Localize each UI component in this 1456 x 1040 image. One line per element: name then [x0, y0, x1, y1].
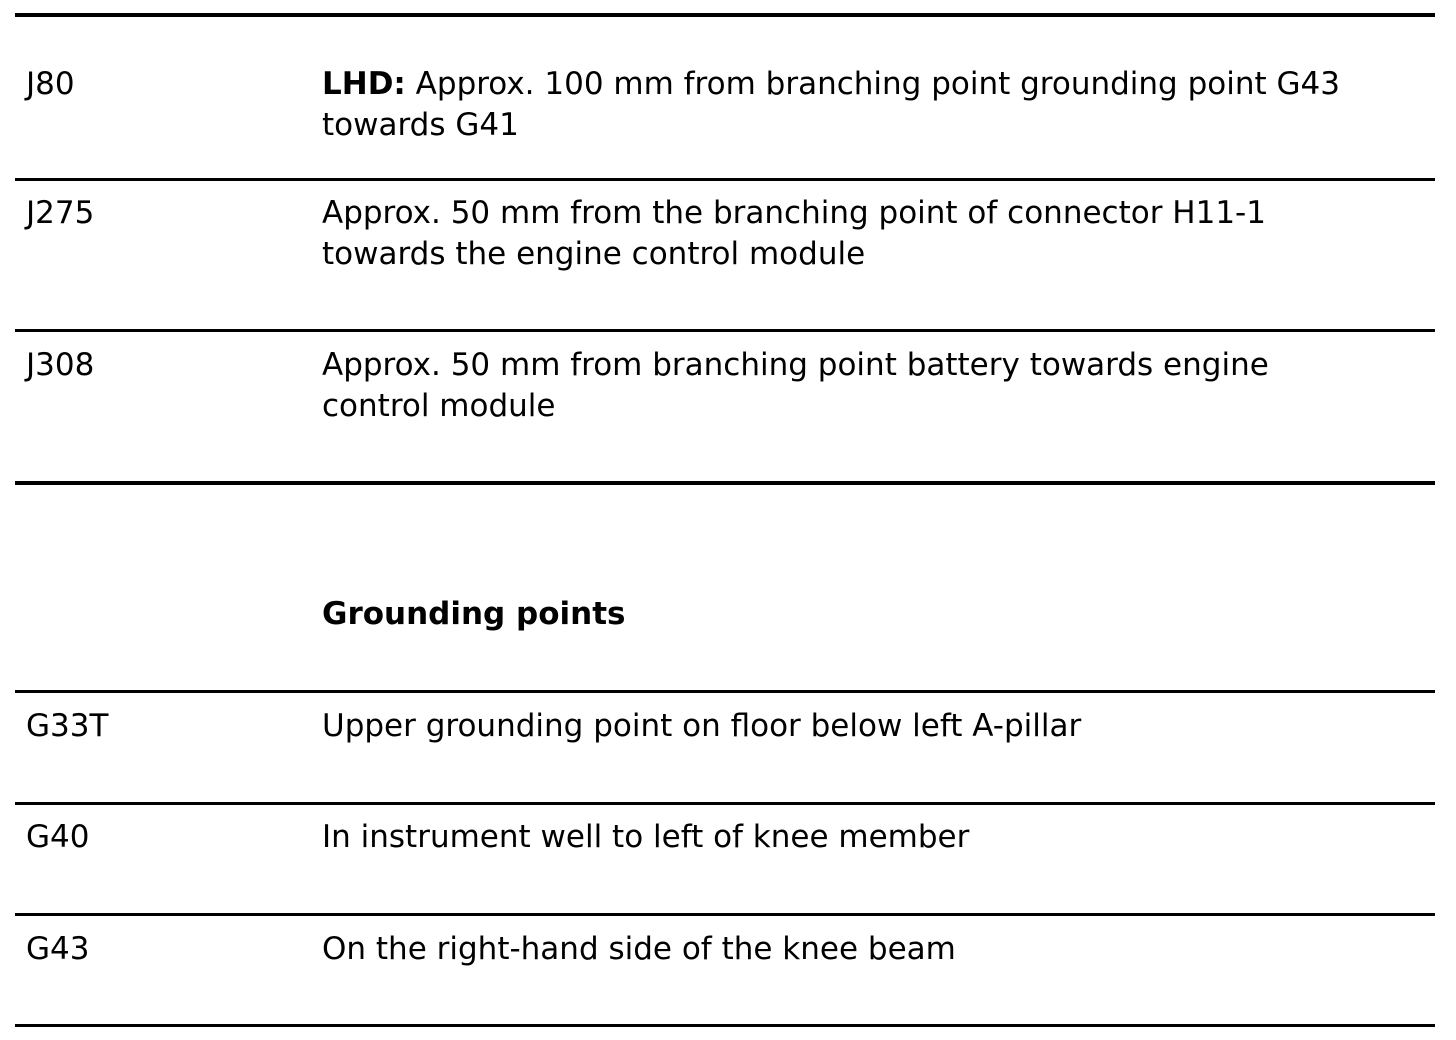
row-divider — [15, 913, 1435, 916]
row-divider — [15, 802, 1435, 805]
row-divider — [15, 690, 1435, 693]
row-divider — [15, 329, 1435, 332]
connector-code: J308 — [26, 347, 95, 383]
bottom-rule — [15, 1024, 1435, 1027]
row-divider — [15, 178, 1435, 181]
top-rule — [15, 13, 1435, 17]
connector-description-text: Approx. 100 mm from branching point grounding point G43 towards G41 — [322, 66, 1340, 143]
grounding-code: G40 — [26, 819, 90, 855]
section-rule — [15, 481, 1435, 485]
grounding-description: Upper grounding point on floor below left A-pillar — [322, 708, 1082, 744]
grounding-description: On the right-hand side of the knee beam — [322, 931, 956, 967]
connector-description: Approx. 50 mm from the branching point of connector H11-1 towards the engine control module — [322, 195, 1266, 272]
connector-code: J275 — [26, 195, 95, 231]
connector-code: J80 — [26, 66, 75, 102]
lhd-label: LHD: — [322, 66, 406, 102]
grounding-code: G33T — [26, 708, 109, 744]
connector-description — [322, 64, 1382, 146]
connector-description: Approx. 50 mm from branching point battery towards engine control module — [322, 347, 1269, 424]
section-heading: Grounding points — [322, 596, 626, 632]
grounding-description: In instrument well to left of knee member — [322, 819, 970, 855]
grounding-code: G43 — [26, 931, 90, 967]
